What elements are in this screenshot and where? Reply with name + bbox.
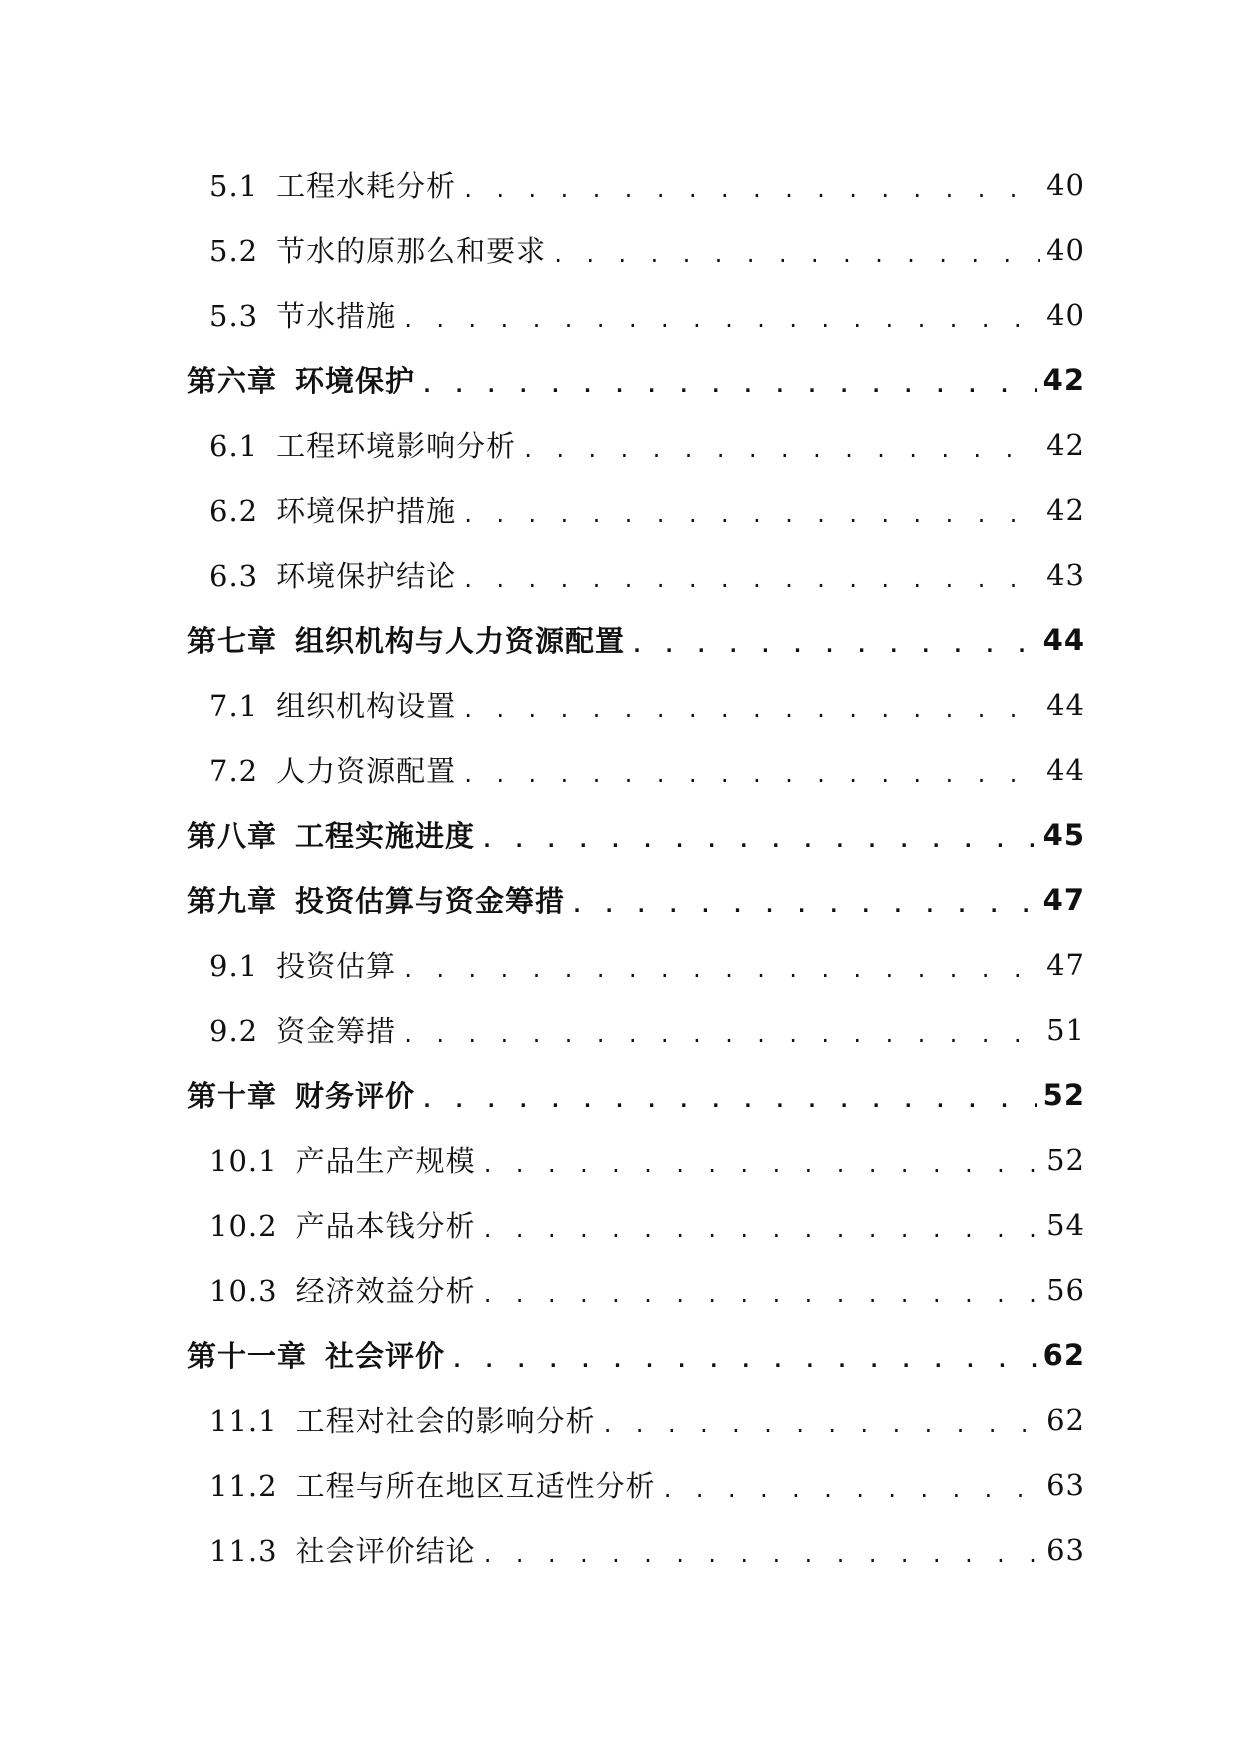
toc-entry-label (209, 1204, 476, 1245)
toc-dot-leader (482, 1220, 1041, 1240)
toc-dot-leader (552, 245, 1040, 265)
toc-dot-leader (402, 1025, 1040, 1045)
toc-page-number: 40 (1046, 297, 1085, 332)
toc-entry-label (209, 1529, 476, 1570)
toc-entry-label (187, 879, 565, 920)
toc-entry[interactable] (187, 217, 1085, 282)
toc-entry-title: 社会评价结论 (295, 1534, 476, 1568)
toc-chapter-title: 社会评价 (325, 1339, 446, 1373)
toc-entry-number: 5.1 (209, 169, 259, 203)
toc-dot-leader (421, 375, 1037, 395)
toc-page-number: 47 (1046, 947, 1085, 982)
toc-entry-title: 人力资源配置 (276, 754, 457, 788)
toc-chapter-title: 工程实施进度 (295, 819, 476, 853)
toc-entry-title: 工程对社会的影响分析 (295, 1404, 596, 1438)
toc-entry-title: 环境保护结论 (276, 559, 457, 593)
toc-entry[interactable] (187, 1127, 1085, 1192)
toc-entry-title: 产品本钱分析 (295, 1209, 476, 1243)
toc-page-number: 47 (1042, 882, 1085, 917)
toc-entry-label (209, 944, 396, 985)
toc-chapter-entry[interactable] (187, 1062, 1085, 1127)
toc-page-number: 40 (1046, 167, 1085, 202)
toc-page-number: 42 (1046, 492, 1085, 527)
toc-entry-number: 9.1 (209, 949, 259, 983)
toc-chapter-title: 环境保护 (295, 364, 416, 398)
toc-dot-leader (571, 895, 1037, 915)
toc-entry[interactable] (187, 412, 1085, 477)
toc-page-number: 42 (1042, 362, 1085, 397)
toc-page-number: 56 (1046, 1272, 1085, 1307)
toc-dot-leader (631, 635, 1037, 655)
toc-entry-title: 投资估算 (276, 949, 397, 983)
toc-entry-label (209, 1464, 656, 1505)
toc-page-number: 44 (1046, 687, 1085, 722)
toc-entry[interactable] (187, 282, 1085, 347)
toc-dot-leader (451, 1350, 1037, 1370)
toc-entry-label (209, 164, 456, 205)
toc-page-number: 43 (1046, 557, 1085, 592)
toc-page-number: 62 (1046, 1402, 1085, 1437)
toc-page-number: 52 (1042, 1077, 1085, 1112)
toc-entry[interactable] (187, 1387, 1085, 1452)
toc-chapter-number: 第八章 (187, 819, 278, 853)
toc-entry-label (209, 749, 456, 790)
toc-page-number: 42 (1046, 427, 1085, 462)
toc-dot-leader (482, 1545, 1041, 1565)
toc-entry-label (209, 554, 456, 595)
toc-dot-leader (481, 830, 1037, 850)
toc-entry[interactable] (187, 152, 1085, 217)
toc-entry-number: 9.2 (209, 1014, 259, 1048)
toc-entry-number: 7.2 (209, 754, 259, 788)
toc-entry-label (209, 1269, 476, 1310)
toc-page-number: 44 (1046, 752, 1085, 787)
table-of-contents (187, 152, 1085, 1582)
toc-entry-label (187, 1074, 415, 1115)
toc-dot-leader (462, 570, 1040, 590)
toc-entry-label (209, 229, 546, 270)
toc-dot-leader (482, 1285, 1041, 1305)
toc-entry-number: 5.2 (209, 234, 259, 268)
toc-chapter-entry[interactable] (187, 347, 1085, 412)
toc-entry-number: 6.3 (209, 559, 259, 593)
toc-entry-number: 11.1 (209, 1404, 278, 1438)
toc-entry[interactable] (187, 1192, 1085, 1257)
toc-dot-leader (402, 310, 1040, 330)
toc-dot-leader (482, 1155, 1041, 1175)
toc-entry[interactable] (187, 997, 1085, 1062)
toc-entry-title: 节水的原那么和要求 (276, 234, 547, 268)
toc-entry-label (209, 1399, 596, 1440)
toc-entry-title: 工程环境影响分析 (276, 429, 517, 463)
toc-entry[interactable] (187, 1257, 1085, 1322)
toc-dot-leader (662, 1480, 1041, 1500)
toc-chapter-number: 第七章 (187, 624, 278, 658)
toc-page-number: 54 (1046, 1207, 1085, 1242)
toc-chapter-entry[interactable] (187, 607, 1085, 672)
toc-chapter-number: 第十一章 (187, 1339, 308, 1373)
toc-chapter-title: 投资估算与资金筹措 (295, 884, 566, 918)
toc-entry-number: 10.1 (209, 1144, 278, 1178)
toc-entry[interactable] (187, 737, 1085, 802)
toc-entry-label (209, 684, 456, 725)
toc-entry-number: 5.3 (209, 299, 259, 333)
toc-entry-title: 产品生产规模 (295, 1144, 476, 1178)
toc-entry-label (209, 1139, 476, 1180)
toc-entry-title: 工程水耗分析 (276, 169, 457, 203)
toc-entry-number: 11.3 (209, 1534, 278, 1568)
toc-entry-number: 6.2 (209, 494, 259, 528)
toc-entry-title: 经济效益分析 (295, 1274, 476, 1308)
toc-page-number: 40 (1046, 232, 1085, 267)
toc-dot-leader (462, 180, 1040, 200)
toc-page-number: 63 (1046, 1467, 1085, 1502)
toc-entry-title: 工程与所在地区互适性分析 (295, 1469, 656, 1503)
toc-chapter-entry[interactable] (187, 867, 1085, 932)
toc-entry-label (209, 424, 516, 465)
toc-page-number: 52 (1046, 1142, 1085, 1177)
toc-chapter-number: 第六章 (187, 364, 278, 398)
toc-entry-label (209, 489, 456, 530)
toc-entry-number: 6.1 (209, 429, 259, 463)
toc-entry[interactable] (187, 1452, 1085, 1517)
toc-entry-label (187, 814, 475, 855)
toc-entry-label (187, 359, 415, 400)
toc-entry-number: 11.2 (209, 1469, 278, 1503)
toc-entry-title: 环境保护措施 (276, 494, 457, 528)
toc-page-number: 62 (1042, 1337, 1085, 1372)
toc-dot-leader (462, 700, 1040, 720)
toc-entry[interactable] (187, 672, 1085, 737)
toc-dot-leader (421, 1090, 1037, 1110)
toc-chapter-entry[interactable] (187, 802, 1085, 867)
toc-page-number: 51 (1046, 1012, 1085, 1047)
toc-entry-number: 10.2 (209, 1209, 278, 1243)
toc-entry[interactable] (187, 1517, 1085, 1582)
toc-dot-leader (462, 505, 1040, 525)
toc-chapter-entry[interactable] (187, 1322, 1085, 1387)
toc-page-number: 44 (1042, 622, 1085, 657)
toc-chapter-number: 第十章 (187, 1079, 278, 1113)
toc-entry[interactable] (187, 932, 1085, 997)
toc-entry-title: 资金筹措 (276, 1014, 397, 1048)
toc-chapter-title: 财务评价 (295, 1079, 416, 1113)
toc-page-number: 45 (1042, 817, 1085, 852)
toc-entry[interactable] (187, 542, 1085, 607)
toc-entry-label (209, 294, 396, 335)
toc-entry-title: 节水措施 (276, 299, 397, 333)
toc-dot-leader (462, 765, 1040, 785)
toc-entry-title: 组织机构设置 (276, 689, 457, 723)
toc-dot-leader (402, 960, 1040, 980)
toc-entry-label (209, 1009, 396, 1050)
toc-chapter-title: 组织机构与人力资源配置 (295, 624, 626, 658)
toc-entry[interactable] (187, 477, 1085, 542)
toc-page-number: 63 (1046, 1532, 1085, 1567)
toc-entry-number: 7.1 (209, 689, 259, 723)
toc-entry-number: 10.3 (209, 1274, 278, 1308)
toc-dot-leader (522, 440, 1040, 460)
toc-dot-leader (602, 1415, 1041, 1435)
toc-entry-label (187, 619, 625, 660)
toc-chapter-number: 第九章 (187, 884, 278, 918)
toc-entry-label (187, 1334, 445, 1375)
